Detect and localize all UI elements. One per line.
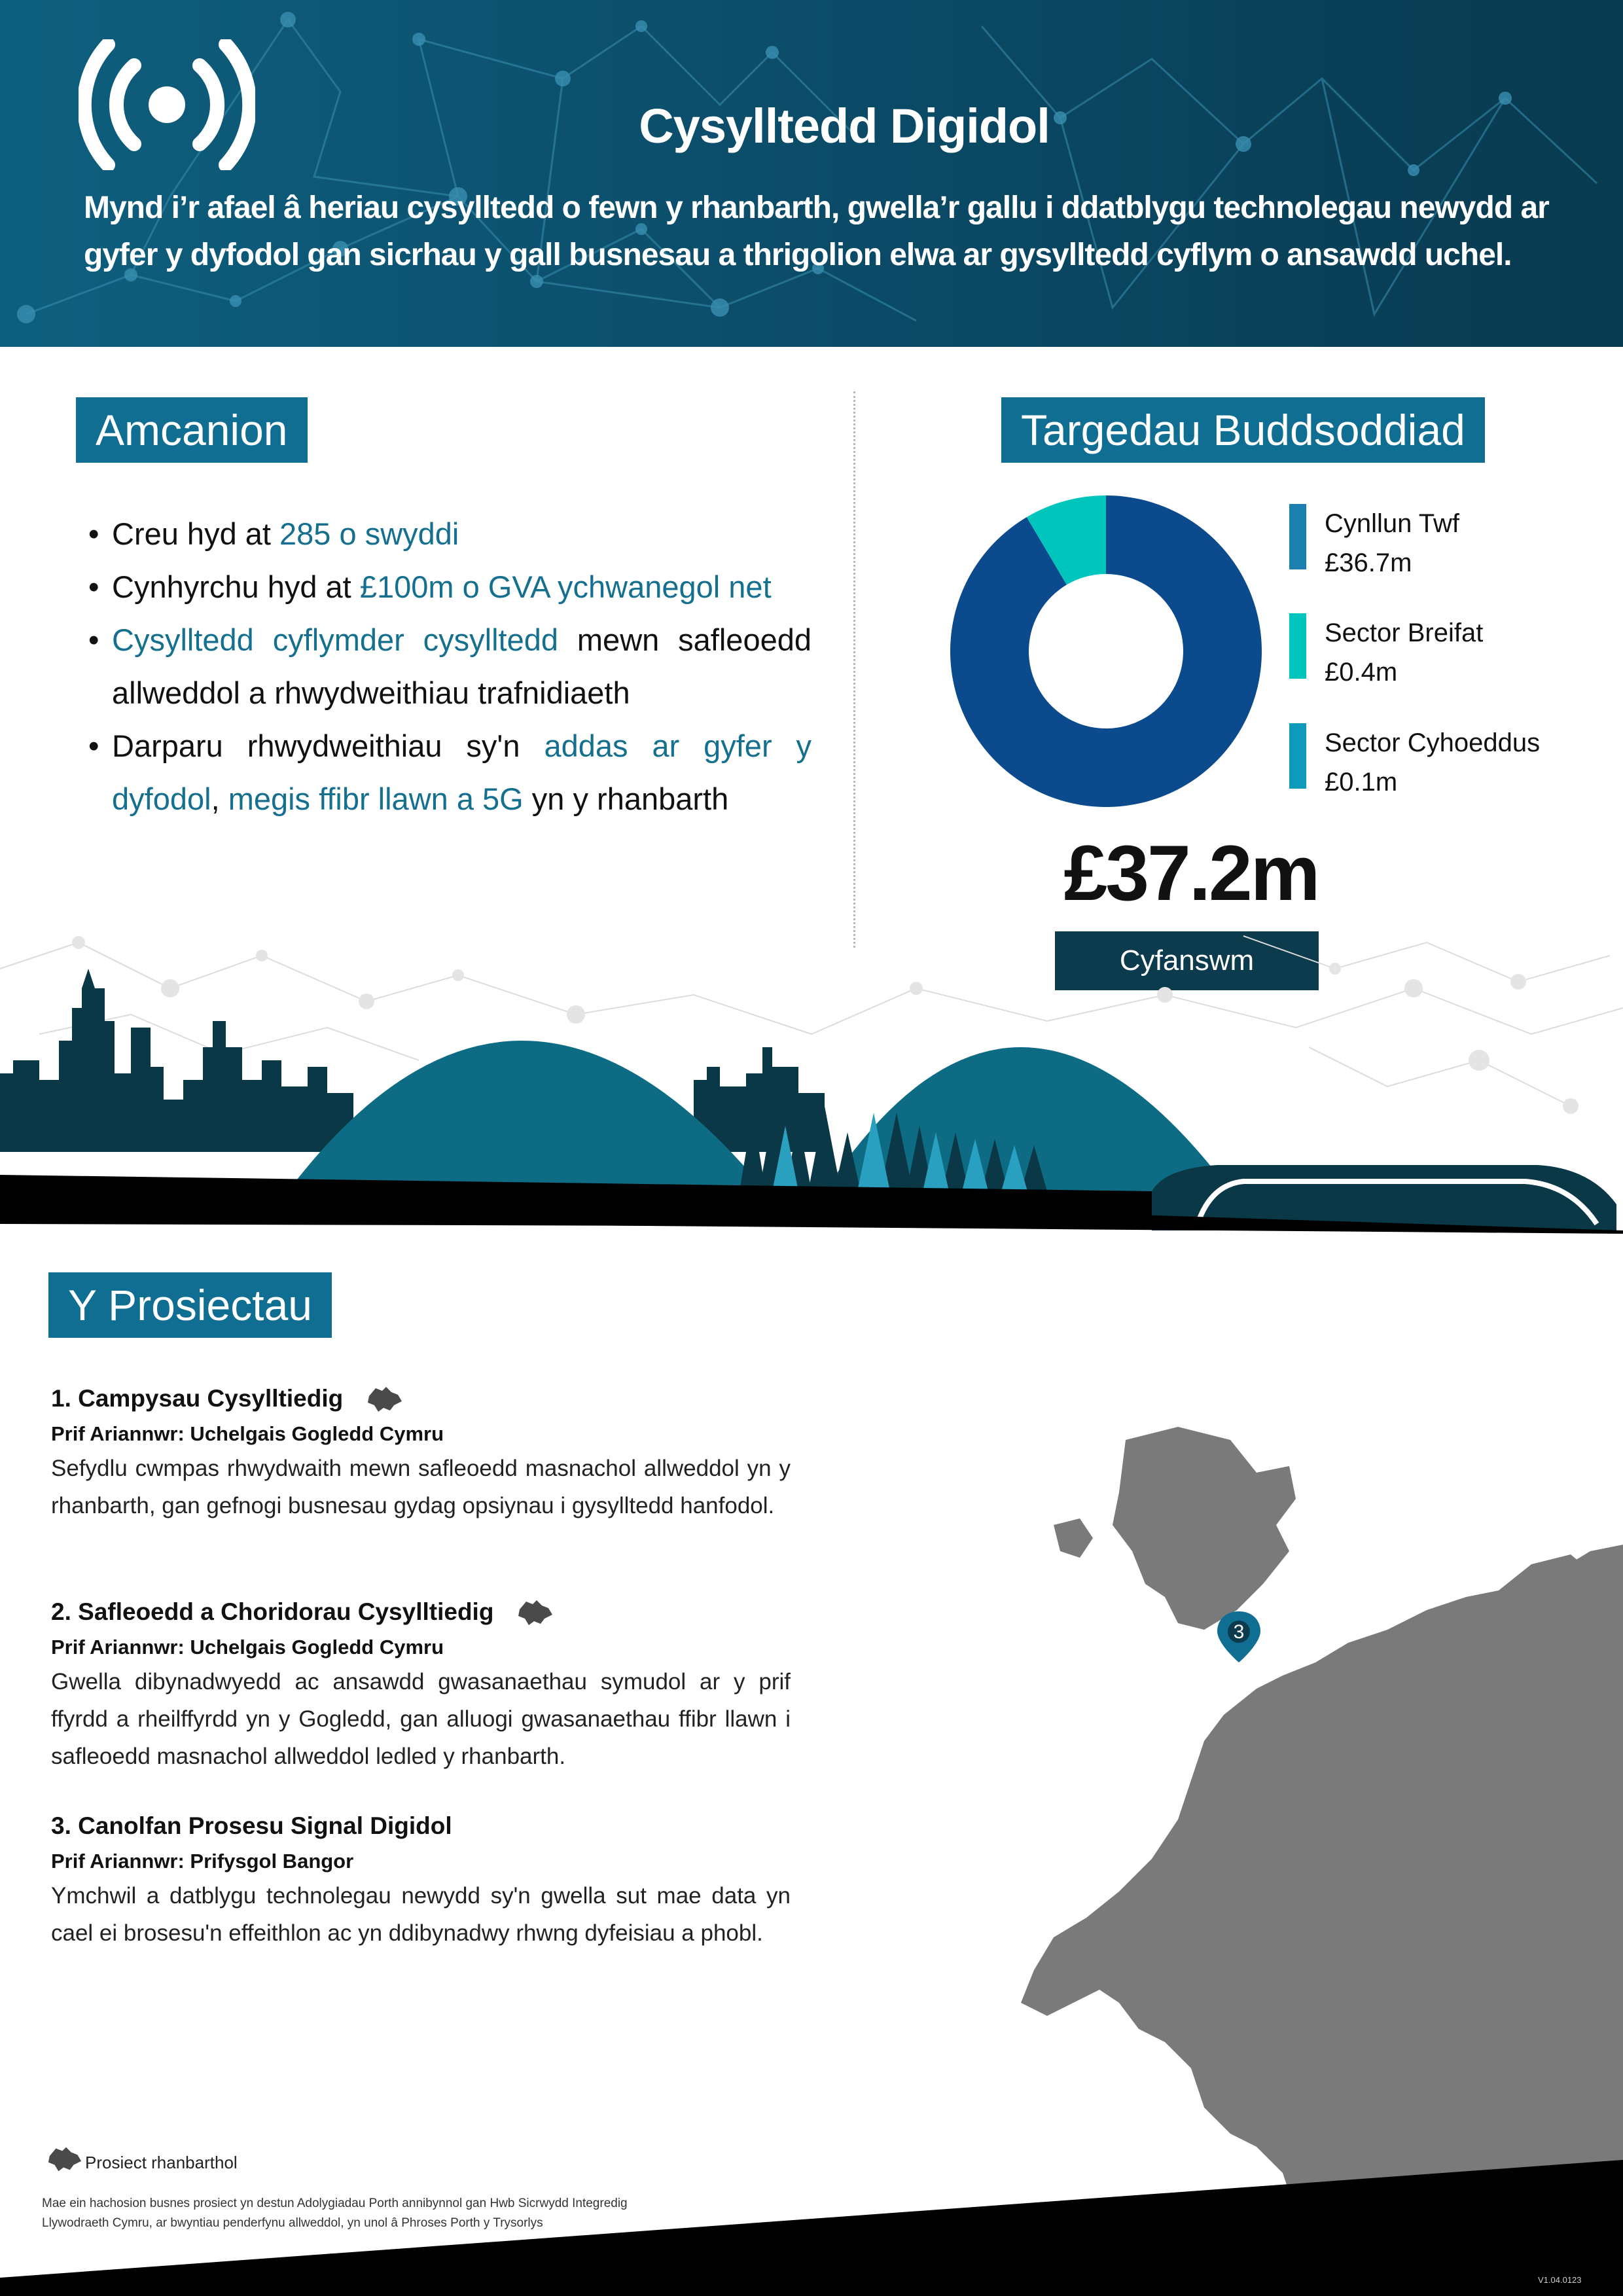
legend-value: £36.7m (1325, 548, 1412, 577)
objective-highlight: 285 o swyddi (279, 516, 459, 551)
page-intro: Mynd i’r afael â heriau cysylltedd o fewn y rhanbarth, gwella’r gallu i ddatblygu technolegau newydd ar gyfer y dyfodol gan sicrhau y gall busnesau a thrigolion elwa ar gysylltedd cyflym o ansawdd uchel. (84, 190, 1549, 272)
footer-note-line: Llywodraeth Cymru, ar bwyntiau penderfynu allweddol, yn unol â Phroses Porth y Trysorlys (42, 2216, 543, 2230)
investment-donut-chart (949, 494, 1263, 808)
legend-name: Cynllun Twf (1325, 509, 1460, 538)
objective-highlight: Cysylltedd cyflymder cysylltedd (112, 622, 559, 657)
landscape-illustration (0, 916, 1623, 1283)
objective-text: , (211, 781, 228, 816)
total-amount: £37.2m (1063, 829, 1319, 917)
legend-swatch (1289, 504, 1306, 569)
radio-signal-icon (79, 39, 255, 170)
objective-text: Darparu rhwydweithiau sy'n (112, 728, 544, 763)
marker-label: 3 (1233, 1621, 1245, 1643)
objective-highlight: megis ffibr llawn a 5G (228, 781, 524, 816)
project-title: 1. Campysau Cysylltiedig (51, 1385, 344, 1412)
header-banner (0, 0, 1623, 347)
location-marker-icon (1217, 1611, 1260, 1662)
objective-text: yn y rhanbarth (523, 781, 729, 816)
objective-text: Creu hyd at (112, 516, 280, 551)
objective-highlight: £100m o GVA ychwanegol net (359, 569, 772, 604)
regional-project-legend (46, 2140, 238, 2173)
project-funder: Prif Ariannwr: Uchelgais Gogledd Cymru (51, 1422, 444, 1445)
holy-island-shape (1054, 1518, 1093, 1558)
objective-highlight: addas ar gyfer y dyfodol (112, 728, 812, 816)
project-title: 2. Safleoedd a Choridorau Cysylltiedig (51, 1598, 494, 1625)
project-description: Gwella dibynadwyedd ac ansawdd gwasanaethau symudol ar y prif ffyrdd a rheilffyrdd yn y Gogledd, gan alluogi gwasanaethau ffibr llawn i safleoedd masnachol allweddol ledled y rhanbarth. (51, 1669, 791, 1769)
legend-value: £0.4m (1325, 658, 1398, 687)
regional-project-label: Prosiect rhanbarthol (85, 2153, 238, 2172)
project-title: 3. Canolfan Prosesu Signal Digidol (51, 1812, 452, 1839)
objective-text: Cynhyrchu hyd at (112, 569, 360, 604)
investment-heading: Targedau Buddsoddiad (1001, 397, 1485, 463)
project-item (51, 1806, 791, 1952)
footer-note (42, 2194, 762, 2233)
legend-value: £0.1m (1325, 768, 1398, 797)
page-title: Cysylltedd Digidol (639, 99, 1050, 153)
objective-item (88, 560, 812, 613)
legend-swatch (1289, 613, 1306, 679)
project-item (51, 1592, 791, 1775)
project-description: Sefydlu cwmpas rhwydwaith mewn safleoedd masnachol allweddol yn y rhanbarth, gan gefnogi busnesau gydag opsiynau i gysylltedd hanfodol. (51, 1456, 791, 1518)
objective-text: mewn safleoedd allweddol a rhwydweithiau trafnidiaeth (112, 622, 812, 710)
column-divider (853, 391, 855, 948)
total-label: Cyfanswm (1055, 931, 1319, 990)
version-label: V1.04.0123 (1538, 2275, 1582, 2285)
north-wales-region-icon (365, 1384, 404, 1413)
project-description: Ymchwil a datblygu technolegau newydd sy'n gwella sut mae data yn cael ei brosesu'n effeithlon ac yn ddibynadwy rhwng dyfeisiau a phobl. (51, 1883, 791, 1946)
projects-heading: Y Prosiectau (48, 1272, 332, 1338)
objective-item (88, 507, 812, 560)
legend-swatch (1289, 723, 1306, 789)
project-item (51, 1379, 791, 1524)
legend-name: Sector Cyhoeddus (1325, 728, 1541, 757)
objective-item (88, 613, 812, 719)
objectives-heading: Amcanion (76, 397, 308, 463)
legend-name: Sector Breifat (1325, 619, 1484, 647)
objectives-list (88, 507, 812, 825)
footer-note-line: Mae ein hachosion busnes prosiect yn destun Adolygiadau Porth annibynnol gan Hwb Sicrwydd Integredig (42, 2197, 628, 2210)
project-funder: Prif Ariannwr: Prifysgol Bangor (51, 1850, 354, 1873)
anglesey-shape (1113, 1427, 1296, 1630)
legend-item-growth-deal (1289, 504, 1597, 583)
north-wales-region-icon (516, 1598, 555, 1626)
north-wales-region-icon (46, 2144, 84, 2173)
legend-item-private-sector (1289, 613, 1597, 692)
project-funder: Prif Ariannwr: Uchelgais Gogledd Cymru (51, 1636, 444, 1659)
legend-item-public-sector (1289, 723, 1597, 802)
objective-item (88, 719, 812, 825)
